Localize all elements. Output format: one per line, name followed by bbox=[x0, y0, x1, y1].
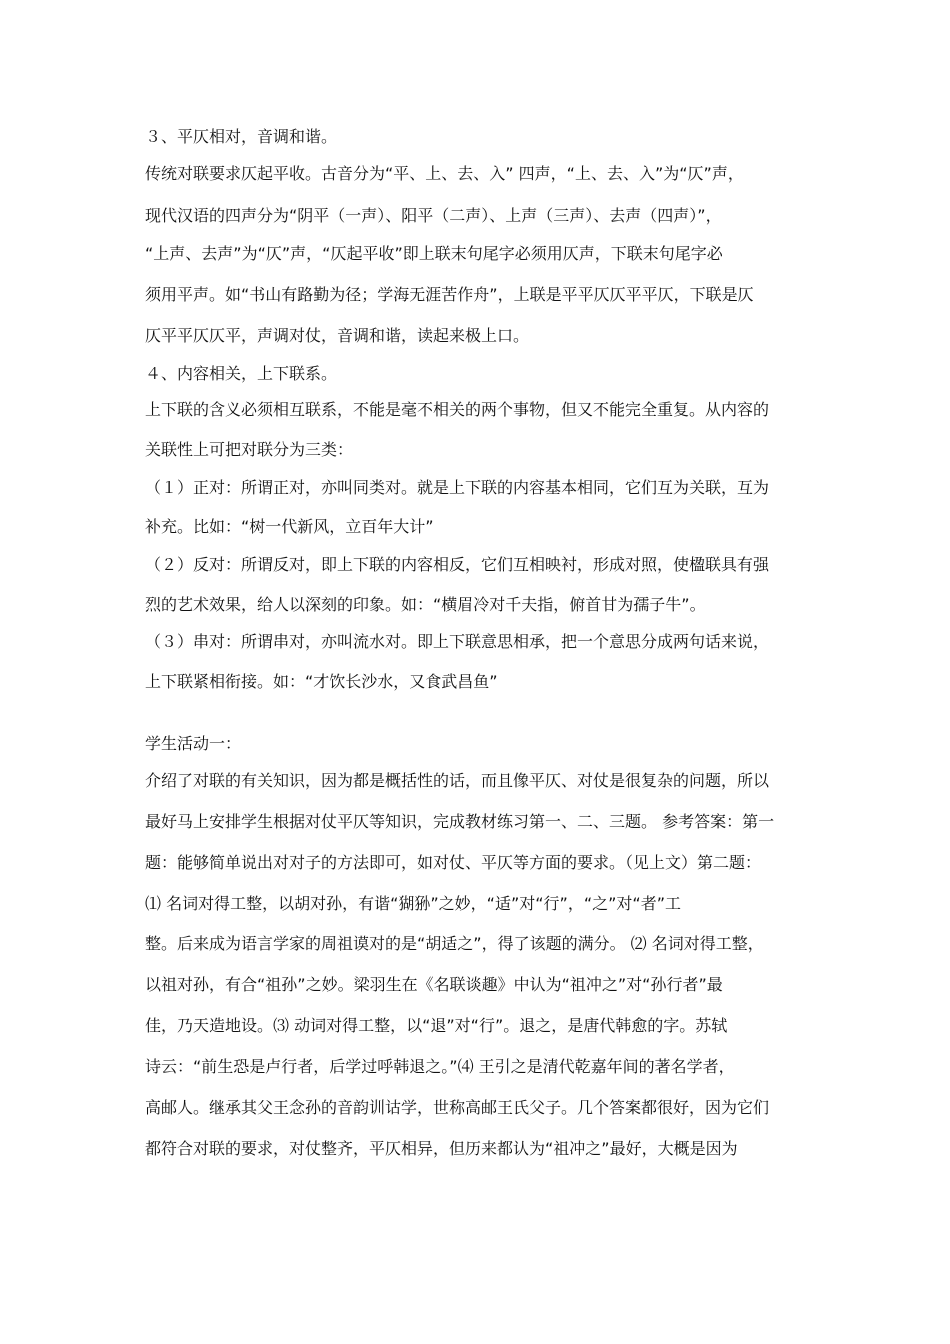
list-item-line: 补充。比如：“树一代新风，立百年大计” bbox=[145, 517, 434, 536]
paragraph-line: 上下联的含义必须相互联系，不能是毫不相关的两个事物，但又不能完全重复。从内容的 bbox=[145, 400, 770, 419]
paragraph-line: 佳，乃天造地设。⑶ 动词对得工整，以“退”对“行”。退之，是唐代韩愈的字。苏轼 bbox=[145, 1016, 728, 1035]
paragraph-line: 题：能够简单说出对对子的方法即可，如对仗、平仄等方面的要求。（见上文）第二题： bbox=[145, 853, 762, 872]
paragraph-line: 高邮人。继承其父王念孙的音韵训诂学，世称高邮王氏父子。几个答案都很好，因为它们 bbox=[145, 1098, 770, 1117]
paragraph-line: 须用平声。如“书山有路勤为径；学海无涯苦作舟”，上联是平平仄仄平平仄，下联是仄 bbox=[145, 285, 754, 304]
paragraph-line: 关联性上可把对联分为三类： bbox=[145, 440, 354, 459]
paragraph-line: 传统对联要求仄起平收。古音分为“平、上、去、入” 四声，“上、去、入”为“仄”声， bbox=[145, 164, 744, 183]
paragraph-line: ⑴ 名词对得工整，以胡对孙，有谐“猢狲”之妙，“适”对“行”，“之”对“者”工 bbox=[145, 894, 681, 913]
heading-student-activity: 学生活动一： bbox=[145, 734, 242, 753]
paragraph-line: 介绍了对联的有关知识，因为都是概括性的话，而且像平仄、对仗是很复杂的问题，所以 bbox=[145, 771, 770, 790]
list-item-line: 烈的艺术效果，给人以深刻的印象。如：“横眉冷对千夫指，俯首甘为孺子牛”。 bbox=[145, 595, 706, 614]
heading-content-related: ４、内容相关，上下联系。 bbox=[145, 364, 338, 383]
paragraph-line: 现代汉语的四声分为“阴平（一声）、阳平（二声）、上声（三声）、去声（四声）”， bbox=[145, 206, 722, 225]
paragraph-line: 都符合对联的要求，对仗整齐，平仄相异，但历来都认为“祖冲之”最好，大概是因为 bbox=[145, 1139, 738, 1158]
list-item-line: （２）反对：所谓反对，即上下联的内容相反，它们互相映衬，形成对照，使楹联具有强 bbox=[145, 555, 770, 574]
paragraph-line: “上声、去声”为“仄”声，“仄起平收”即上联末句尾字必须用仄声，下联末句尾字必 bbox=[145, 244, 723, 263]
paragraph-line: 最好马上安排学生根据对仗平仄等知识，完成教材练习第一、二、三题。 参考答案：第一 bbox=[145, 812, 775, 831]
list-item-line: （３）串对：所谓串对，亦叫流水对。即上下联意思相承，把一个意思分成两句话来说， bbox=[145, 632, 770, 651]
heading-tonal-pattern: ３、平仄相对，音调和谐。 bbox=[145, 127, 338, 146]
paragraph-line: 仄平平仄仄平，声调对仗，音调和谐，读起来极上口。 bbox=[145, 326, 530, 345]
paragraph-line: 整。后来成为语言学家的周祖谟对的是“胡适之”，得了该题的满分。 ⑵ 名词对得工整， bbox=[145, 934, 764, 953]
list-item-line: 上下联紧相衔接。如：“才饮长沙水，又食武昌鱼” bbox=[145, 672, 498, 691]
paragraph-line: 以祖对孙，有合“祖孙”之妙。梁羽生在《名联谈趣》中认为“祖冲之”对“孙行者”最 bbox=[145, 975, 723, 994]
list-item-line: （１）正对：所谓正对，亦叫同类对。就是上下联的内容基本相同，它们互为关联，互为 bbox=[145, 478, 770, 497]
paragraph-line: 诗云：“前生恐是卢行者，后学过呼韩退之。”⑷ 王引之是清代乾嘉年间的著名学者， bbox=[145, 1057, 735, 1076]
